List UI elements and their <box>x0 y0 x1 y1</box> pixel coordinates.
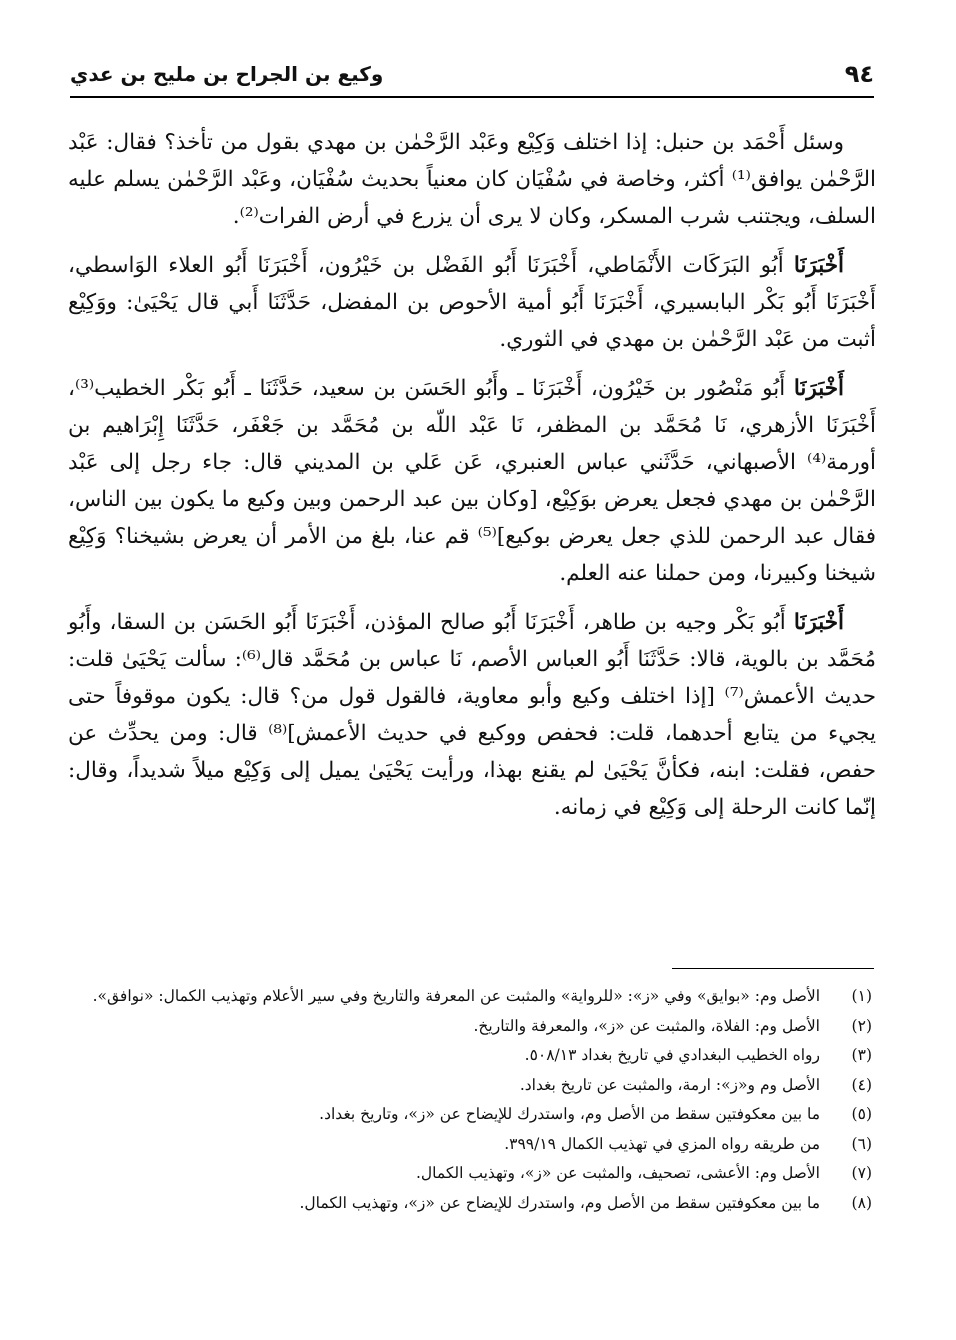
footnote-text: الأصل وم: الفلاة، والمثبت عن «ز»، والمعرفة والتاريخ. <box>473 1016 820 1035</box>
footnote-divider <box>672 968 874 969</box>
footnote <box>66 1071 872 1101</box>
footnote-number: (٧) <box>851 1164 872 1182</box>
footnote-number: (٢) <box>851 1016 872 1035</box>
paragraph-lead-word: أَخْبَرَنَا <box>793 376 844 401</box>
footnote-number: (٦) <box>851 1134 872 1153</box>
footnote-number: (٣) <box>851 1046 872 1064</box>
footnote-number: (٤) <box>851 1075 872 1094</box>
running-title: وكيع بن الجراح بن مليح بن عدي <box>70 62 384 86</box>
footnote-text: من طريقه رواه المزي في تهذيب الكمال ٣٩٩/١٩. <box>504 1134 820 1153</box>
paragraph-text: أَبُو البَرَكَات الأَنْمَاطي، أَخْبَرَنَا أَبُو الفَضْل بن خَيْرُون، أَخْبَرَنَا أَبُو العلاء الوَاسطي، أَخْبَرَنَا أَبُو بَكْر البابسيري، أَخْبَرَنَا أَبُو أمية الأحوص بن المفضل، حَدَّثَنَا أَبي قال يَحْيَىٰ: ووَكِيْع أثبت من عَبْد الرَّحْمٰن بن مهدي في الثوري. <box>68 253 876 352</box>
footnote-text: الأصل وم و«ز»: ارمة، والمثبت عن تاريخ بغداد. <box>519 1075 820 1094</box>
footnote-number: (١) <box>851 987 872 1005</box>
paragraph <box>68 370 876 592</box>
footnotes <box>66 982 872 1218</box>
paragraph-lead-word: أَخْبَرَنَا <box>793 253 844 278</box>
footnote <box>66 1100 872 1130</box>
footnote-text: ما بين معكوفتين سقط من الأصل وم، واستدرك للإيضاح عن «ز»، وتاريخ بغداد. <box>319 1105 820 1123</box>
page-header <box>70 52 874 98</box>
paragraph <box>68 247 876 358</box>
footnote <box>66 1130 872 1160</box>
paragraph-text: أَبُو بَكْر وجيه بن طاهر، أَخْبَرَنَا أَبُو صالح المؤذن، أَخْبَرَنَا أَبُو الحَسَن بن السقا، وأَبُو مُحَمَّد بن بالوية، قالا: حَدَّثَنَا أَبُو العباس الأصم، نَا عباس بن مُحَمَّد قال⁽⁶⁾: سألت يَحْيَىٰ قلت: حديث الأعمش⁽⁷⁾ [إذا اختلف وكيع وأبو معاوية، فالقول قول من؟ قال: يكون موقوفاً حتى يجيء من يتابع أحدهما، قلت: فحفص ووكيع في حديث الأعمش]⁽⁸⁾ قال: ومن يحدِّث عن حفص، فقلت: ابنه، فكأنَّ يَحْيَىٰ لم يقنع بهذا، ورأيت يَحْيَىٰ يميل إلى وَكِيْع ميلاً شديداً، وقال: إنّما كانت الرحلة إلى وَكِيْع في زمانه. <box>68 610 876 820</box>
page-number: ٩٤ <box>844 60 874 88</box>
footnote-text: الأصل وم: «بوايق» وفي «ز»: «للرواية» والمثبت عن المعرفة والتاريخ وفي سير الأعلام وتهذيب الكمال: «نوافق». <box>92 987 820 1005</box>
footnote-text: ما بين معكوفتين سقط من الأصل وم، واستدرك للإيضاح عن «ز»، وتهذيب الكمال. <box>299 1193 820 1212</box>
paragraph-lead-word: أَخْبَرَنَا <box>793 610 844 635</box>
footnote <box>66 1012 872 1042</box>
main-text <box>68 124 876 838</box>
footnote-number: (٥) <box>851 1105 872 1123</box>
footnote <box>66 1041 872 1071</box>
footnote-text: الأصل وم: الأعشى، تصحيف، والمثبت عن «ز»، وتهذيب الكمال. <box>415 1164 820 1182</box>
footnote-text: رواه الخطيب البغدادي في تاريخ بغداد ٥٠٨/١٣. <box>524 1046 820 1064</box>
paragraph <box>68 604 876 826</box>
paragraph-text: أَبُو مَنْصُور بن خَيْرُون، أَخْبَرَنَا ـ وأَبُو الحَسَن بن سعيد، حَدَّثَنَا ـ أَبُو بَكْر الخطيب⁽³⁾، أَخْبَرَنَا الأزهري، نَا مُحَمَّد بن المظفر، نَا عَبْد اللّه بن مُحَمَّد بن جَعْفَر، حَدَّثَنَا إِبْرَاهيم بن أورمة⁽⁴⁾ الأصبهاني، حَدَّثَني عباس العنبري، عَن عَلي بن المديني قال: جاء رجل إلى عَبْد الرَّحْمٰن بن مهدي فجعل يعرض بوَكِيْع، [وكان بين عبد الرحمن وبين وكيع ما يكون بين الناس، فقال عبد الرحمن للذي جعل يعرض بوكيع]⁽⁵⁾ قم عنا، بلغ من الأمر أن يعرض بشيخنا؟ وَكِيْع شيخنا وكبيرنا، ومن حملنا عنه العلم. <box>68 376 876 586</box>
paragraph <box>68 124 876 235</box>
footnote <box>66 1159 872 1189</box>
footnote <box>66 1189 872 1219</box>
footnote-number: (٨) <box>851 1193 872 1212</box>
footnote <box>66 982 872 1012</box>
paragraph-text: وسئل أَحْمَد بن حنبل: إذا اختلف وَكِيْع وعَبْد الرَّحْمٰن بن مهدي بقول من تأخذ؟ فقال: عَبْد الرَّحْمٰن يوافق⁽¹⁾ أكثر، وخاصة في سُفْيَان كان معنياً بحديث سُفْيَان، وعَبْد الرَّحْمٰن يسلم عليه السلف، ويجتنب شرب المسكر، وكان لا يرى أن يزرع في أرض الفرات⁽²⁾. <box>68 130 876 229</box>
